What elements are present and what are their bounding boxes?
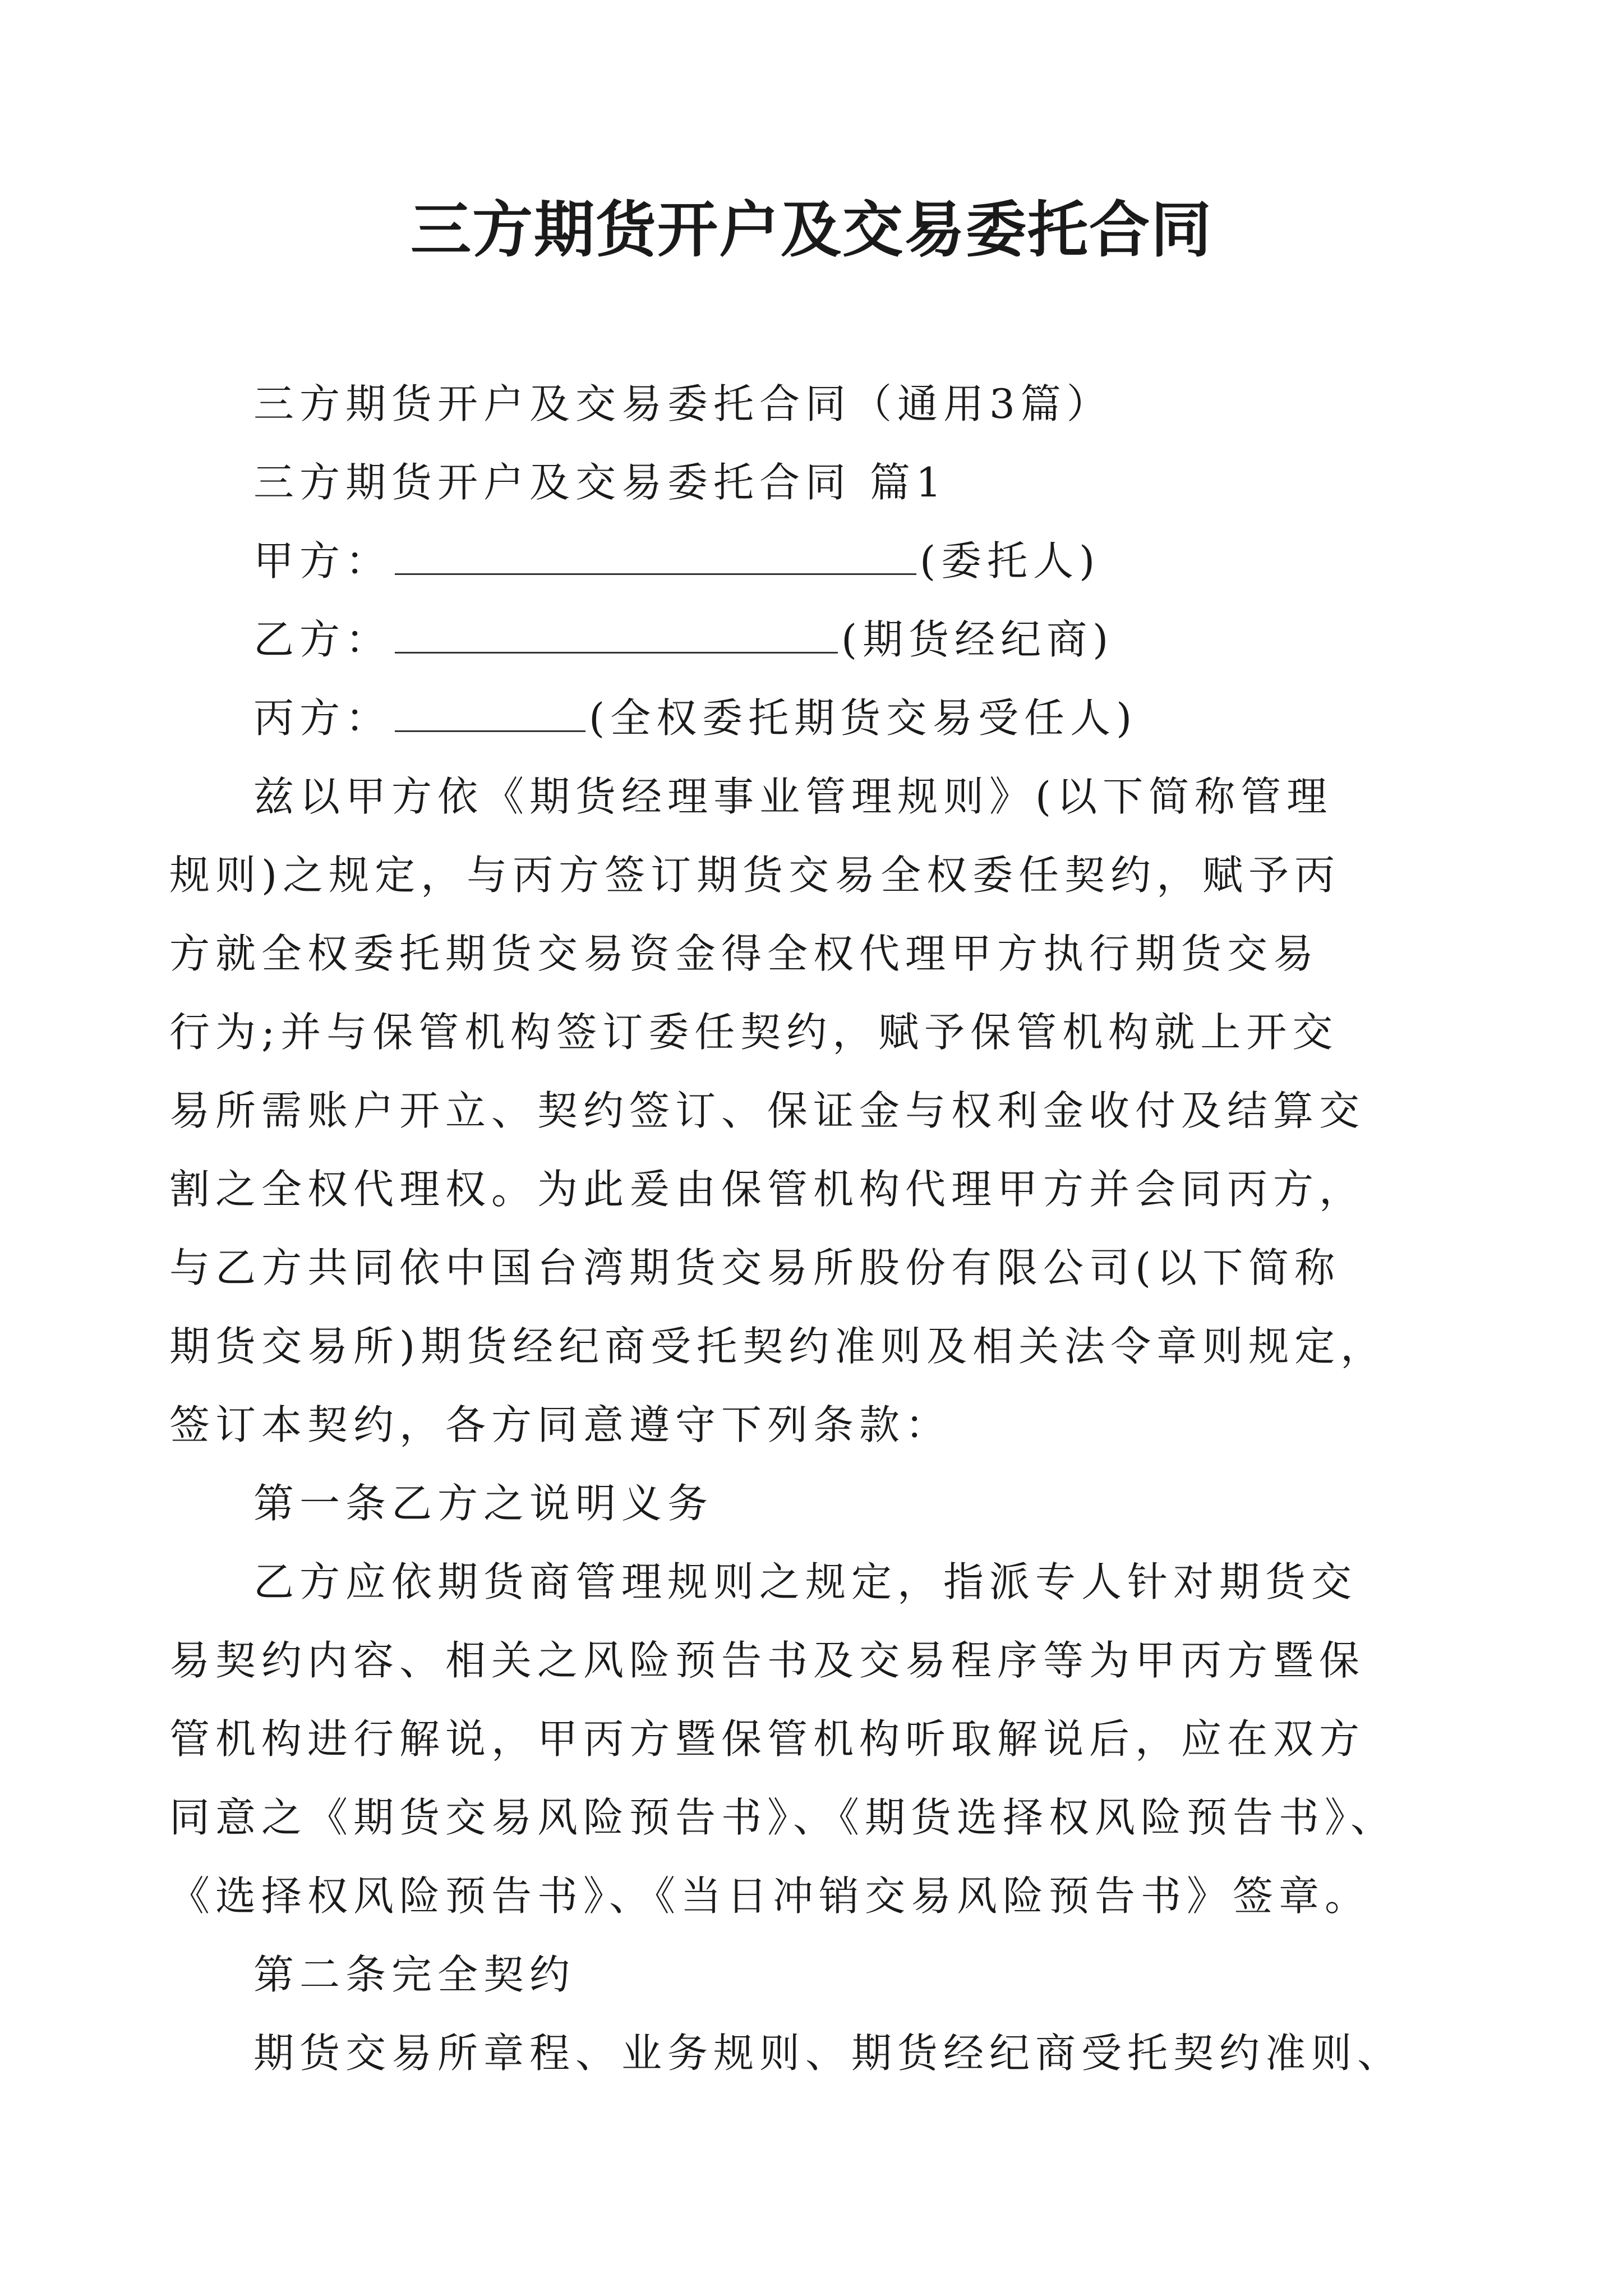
- article2-block: [253, 1935, 1431, 2092]
- preamble-line: 与乙方共同依中国台湾期货交易所股份有限公司(以下简称: [169, 1244, 1341, 1291]
- article1-line: 《选择权风险预告书》、《当日冲销交易风险预告书》签章。: [169, 1872, 1371, 1920]
- document-body: [253, 365, 1381, 757]
- article1-line: 管机构进行解说，甲丙方暨保管机构听取解说后，应在双方: [169, 1715, 1366, 1763]
- preamble-line: 期货交易所)期货经纪商受托契约准则及相关法令章则规定，: [169, 1323, 1387, 1370]
- preamble-line: 行为;并与保管机构签订委任契约，赋予保管机构就上开交: [169, 1009, 1339, 1056]
- article1-line: 同意之《期货交易风险预告书》、《期货选择权风险预告书》、: [169, 1794, 1397, 1841]
- party-c-line: [253, 679, 1381, 757]
- preamble-line: 兹以甲方依《期货经理事业管理规则》(以下简称管理: [253, 773, 1333, 820]
- article2-line: 期货交易所章程、业务规则、期货经纪商受托契约准则、: [253, 2030, 1404, 2077]
- party-b-blank: [395, 611, 838, 654]
- party-b-label: 乙方：: [253, 616, 392, 663]
- party-c-role: (全权委托期货交易受任人): [589, 694, 1138, 742]
- article1-line: 乙方应依期货商管理规则之规定，指派专人针对期货交: [253, 1558, 1358, 1605]
- article1-line: 易契约内容、相关之风险预告书及交易程序等为甲丙方暨保: [169, 1637, 1366, 1684]
- preamble-line: 割之全权代理权。为此爰由保管机构代理甲方并会同丙方，: [169, 1166, 1366, 1213]
- preamble-line: 签订本契约，各方同意遵守下列条款：: [169, 1401, 952, 1448]
- section-heading: 三方期货开户及交易委托合同 篇1: [253, 459, 947, 506]
- party-b-line: [253, 600, 1381, 679]
- article1-body: [169, 1621, 1459, 1935]
- preamble-line: 规则)之规定，与丙方签订期货交易全权委任契约，赋予丙: [169, 852, 1341, 899]
- party-a-label: 甲方：: [253, 537, 392, 585]
- preamble-line: 方就全权委托期货交易资金得全权代理甲方执行期货交易: [169, 930, 1320, 977]
- party-a-blank: [395, 533, 916, 575]
- article1-heading: 第一条乙方之说明义务: [253, 1480, 714, 1527]
- preamble-continuation: [169, 836, 1403, 1464]
- preamble-block: [253, 757, 1381, 836]
- preamble-line: 易所需账户开立、契约签订、保证金与权利金收付及结算交: [169, 1087, 1366, 1134]
- party-c-label: 丙方：: [253, 694, 392, 742]
- party-a-line: [253, 522, 1381, 600]
- party-a-role: (委托人): [920, 537, 1101, 585]
- party-b-role: (期货经纪商): [841, 616, 1114, 663]
- article2-heading: 第二条完全契约: [253, 1951, 576, 1998]
- article1-heading-block: [253, 1464, 1381, 1621]
- document-title: 三方期货开户及交易委托合同: [410, 195, 1212, 265]
- party-c-blank: [395, 690, 585, 732]
- document-subtitle: 三方期货开户及交易委托合同（通用3篇）: [253, 380, 1113, 427]
